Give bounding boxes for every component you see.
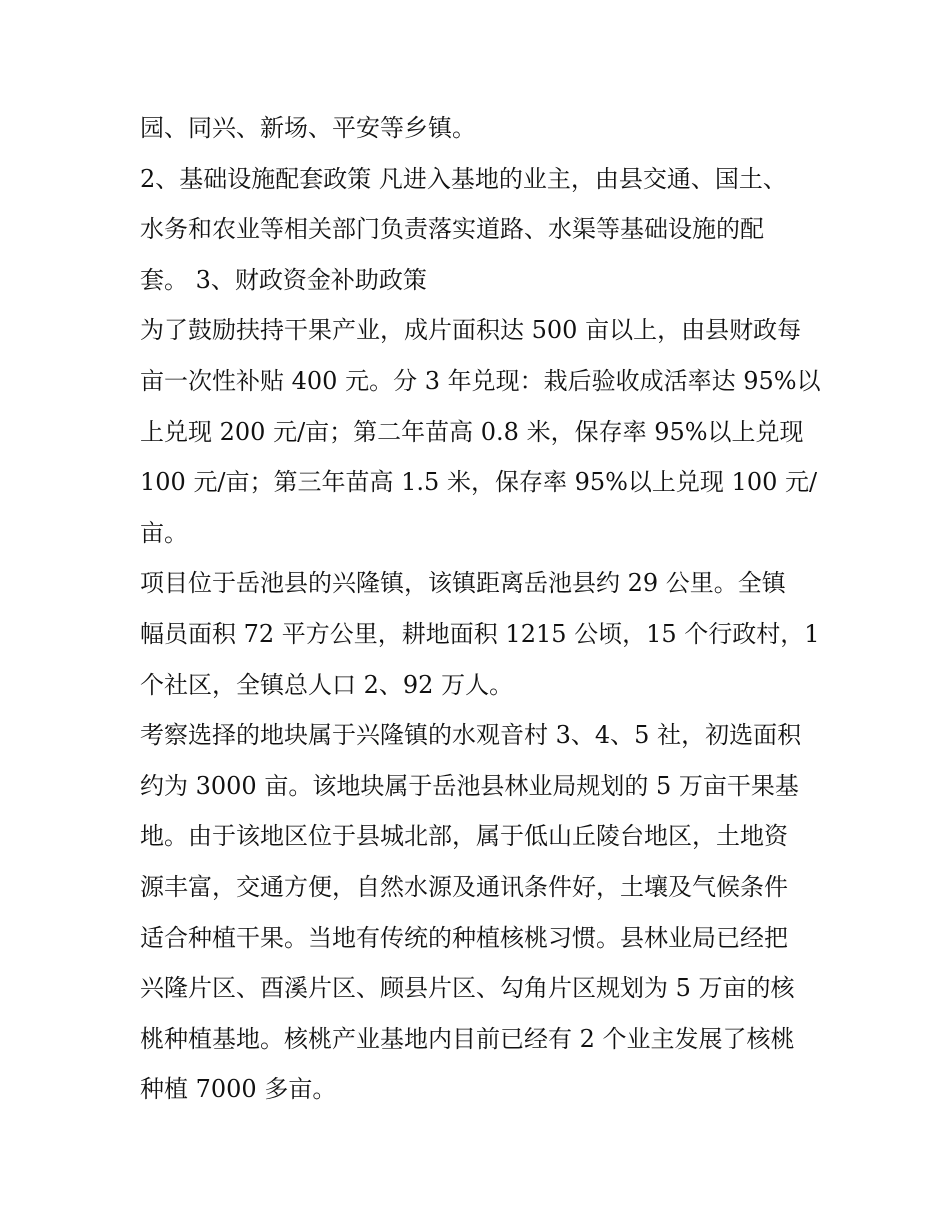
text-line: 源丰富，交通方便，自然水源及通讯条件好，土壤及气候条件: [140, 872, 788, 901]
text-line: 个社区，全镇总人口 2、92 万人。: [140, 670, 514, 699]
text-line: 亩。: [140, 518, 188, 547]
text-line: 套。 3、财政资金补助政策: [140, 265, 427, 294]
text-line: 约为 3000 亩。该地块属于岳池县林业局规划的 5 万亩干果基: [140, 771, 799, 800]
text-line: 100 元/亩；第三年苗高 1.5 米，保存率 95%以上兑现 100 元/: [140, 468, 818, 497]
document-body: [140, 103, 821, 1115]
text-line: 项目位于岳池县的兴隆镇，该镇距离岳池县约 29 公里。全镇: [140, 569, 786, 598]
text-line: 园、同兴、新场、平安等乡镇。: [140, 114, 476, 142]
text-line: 适合种植干果。当地有传统的种植核桃习惯。县林业局已经把: [140, 923, 788, 952]
text-line: 亩一次性补贴 400 元。分 3 年兑现：栽后验收成活率达 95%以: [140, 366, 821, 395]
text-line: 桃种植基地。核桃产业基地内目前已经有 2 个业主发展了核桃: [140, 1024, 795, 1053]
text-line: 上兑现 200 元/亩；第二年苗高 0.8 米，保存率 95%以上兑现: [140, 417, 804, 446]
text-line: 2、基础设施配套政策 凡进入基地的业主，由县交通、国土、: [140, 164, 787, 193]
text-line: 为了鼓励扶持干果产业，成片面积达 500 亩以上，由县财政每: [140, 316, 802, 345]
text-line: 种植 7000 多亩。: [140, 1075, 337, 1104]
text-line: 幅员面积 72 平方公里，耕地面积 1215 公顷，15 个行政村，1: [140, 619, 820, 648]
text-line: 地。由于该地区位于县城北部，属于低山丘陵台地区，土地资: [140, 822, 788, 851]
text-line: 水务和农业等相关部门负责落实道路、水渠等基础设施的配: [140, 215, 764, 244]
text-line: 考察选择的地块属于兴隆镇的水观音村 3、4、5 社，初选面积: [140, 721, 802, 750]
text-line: 兴隆片区、酉溪片区、顾县片区、勾角片区规划为 5 万亩的核: [140, 974, 795, 1003]
